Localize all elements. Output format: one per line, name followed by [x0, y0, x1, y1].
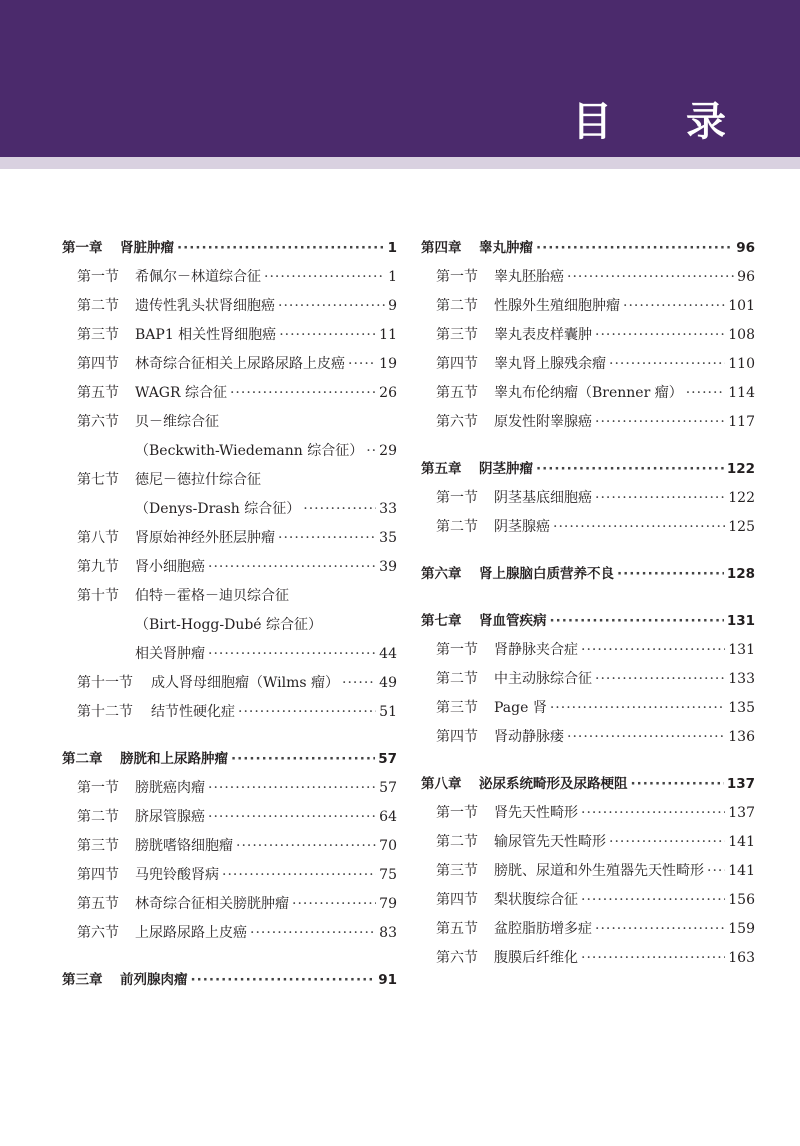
- page-number: 44: [379, 646, 397, 662]
- page-number: 9: [388, 298, 397, 314]
- toc-section-2-6[interactable]: [62, 919, 397, 948]
- header-banner: [0, 0, 800, 157]
- leader-dots: [609, 828, 725, 857]
- leader-dots: [623, 292, 725, 321]
- leader-dots: [222, 861, 376, 890]
- page-number: 114: [728, 385, 755, 401]
- page-number: 135: [728, 700, 755, 716]
- page-number: 91: [378, 972, 397, 988]
- section-title: 睾丸布伦纳瘤（Brenner 瘤）: [494, 385, 683, 401]
- toc-section-1-7-cont[interactable]: [62, 495, 397, 524]
- section-title: WAGR 综合征: [135, 385, 227, 401]
- page-number: 110: [728, 356, 755, 372]
- page-number: 49: [379, 675, 397, 691]
- section-number: 第一节: [436, 490, 478, 506]
- page-number: 117: [728, 414, 755, 430]
- toc-section-1-5[interactable]: [62, 379, 397, 408]
- section-title: Page 肾: [494, 700, 547, 716]
- section-title: 输尿管先天性畸形: [494, 834, 606, 850]
- leader-dots: [536, 455, 724, 484]
- leader-dots: [595, 321, 725, 350]
- section-number: 第五节: [436, 385, 478, 401]
- toc-chapter-7[interactable]: [421, 607, 755, 636]
- leader-dots: [686, 379, 726, 408]
- toc-section-1-8[interactable]: [62, 524, 397, 553]
- page-number: 75: [379, 867, 397, 883]
- toc-section-8-3[interactable]: [421, 857, 755, 886]
- toc-section-8-5[interactable]: [421, 915, 755, 944]
- section-title: 梨状腹综合征: [494, 892, 578, 908]
- section-title: 成人肾母细胞瘤（Wilms 瘤）: [151, 675, 340, 691]
- section-title: 中主动脉综合征: [494, 671, 592, 687]
- section-number: 第一节: [436, 642, 478, 658]
- toc-section-1-12[interactable]: [62, 698, 397, 727]
- toc-section-7-3[interactable]: [421, 694, 755, 723]
- page-number: 1: [388, 269, 397, 285]
- leader-dots: [348, 350, 376, 379]
- leader-dots: [264, 263, 385, 292]
- toc-chapter-5[interactable]: [421, 455, 755, 484]
- page-number: 39: [379, 559, 397, 575]
- leader-dots: [278, 292, 385, 321]
- chapter-number: 第六章: [421, 566, 462, 582]
- page-number: 137: [726, 776, 755, 792]
- section-number: 第三节: [436, 863, 478, 879]
- section-number: 第十一节: [77, 675, 133, 691]
- leader-dots: [366, 437, 376, 466]
- section-number: 第二节: [436, 298, 478, 314]
- page-number: 33: [379, 501, 397, 517]
- chapter-title: 睾丸肿瘤: [479, 240, 533, 256]
- header-stripe: [0, 157, 800, 169]
- page-number: 79: [379, 896, 397, 912]
- section-title: BAP1 相关性肾细胞癌: [135, 327, 277, 343]
- section-title: 阴茎基底细胞癌: [494, 490, 592, 506]
- section-title-cont: （Denys-Drash 综合征）: [135, 501, 301, 517]
- section-title: 伯特－霍格－迪贝综合征: [135, 588, 289, 604]
- leader-dots: [581, 636, 725, 665]
- section-title: 德尼－德拉什综合征: [135, 472, 261, 488]
- section-number: 第四节: [77, 356, 119, 372]
- page-number: 141: [728, 863, 755, 879]
- page-number: 131: [726, 613, 755, 629]
- toc-section-5-1[interactable]: [421, 484, 755, 513]
- leader-dots: [177, 234, 385, 263]
- toc-section-4-6[interactable]: [421, 408, 755, 437]
- leader-dots: [595, 665, 725, 694]
- toc-section-2-1[interactable]: [62, 774, 397, 803]
- leader-dots: [342, 669, 376, 698]
- toc-section-1-9[interactable]: [62, 553, 397, 582]
- toc-section-1-10[interactable]: [62, 582, 397, 611]
- toc-section-7-4[interactable]: [421, 723, 755, 752]
- leader-dots: [553, 513, 725, 542]
- chapter-number: 第七章: [421, 613, 462, 629]
- section-title: 肾静脉夹合症: [494, 642, 578, 658]
- page-number: 11: [379, 327, 397, 343]
- toc-chapter-8[interactable]: [421, 770, 755, 799]
- section-title: 贝－维综合征: [135, 414, 219, 430]
- page-number: 137: [728, 805, 755, 821]
- leader-dots: [250, 919, 376, 948]
- leader-dots: [617, 560, 724, 589]
- chapter-title: 泌尿系统畸形及尿路梗阻: [479, 776, 628, 792]
- leader-dots: [595, 408, 725, 437]
- section-number: 第三节: [436, 700, 478, 716]
- section-number: 第三节: [77, 838, 119, 854]
- leader-dots: [279, 321, 376, 350]
- toc-section-7-1[interactable]: [421, 636, 755, 665]
- chapter-number: 第八章: [421, 776, 462, 792]
- section-title: 原发性附睾腺癌: [494, 414, 592, 430]
- section-number: 第二节: [77, 298, 119, 314]
- page-number: 101: [728, 298, 755, 314]
- toc-section-1-7[interactable]: [62, 466, 397, 495]
- page-number: 64: [379, 809, 397, 825]
- page-number: 141: [728, 834, 755, 850]
- section-number: 第六节: [77, 925, 119, 941]
- toc-section-1-2[interactable]: [62, 292, 397, 321]
- section-title: 盆腔脂肪增多症: [494, 921, 592, 937]
- page-number: 96: [736, 240, 755, 256]
- toc-section-8-6[interactable]: [421, 944, 755, 973]
- section-number: 第五节: [77, 896, 119, 912]
- page-number: 83: [379, 925, 397, 941]
- leader-dots: [581, 799, 725, 828]
- leader-dots: [208, 553, 376, 582]
- page-number: 51: [379, 704, 397, 720]
- toc-left-column: [62, 234, 397, 995]
- chapter-title: 阴茎肿瘤: [479, 461, 533, 477]
- chapter-title: 肾血管疾病: [479, 613, 547, 629]
- leader-dots: [631, 770, 724, 799]
- toc-section-1-6-cont[interactable]: [62, 437, 397, 466]
- section-title: 希佩尔－林道综合征: [135, 269, 261, 285]
- section-title: 结节性硬化症: [151, 704, 235, 720]
- section-title: 性腺外生殖细胞肿瘤: [494, 298, 620, 314]
- chapter-title: 肾上腺脑白质营养不良: [479, 566, 614, 582]
- chapter-title: 肾脏肿瘤: [120, 240, 174, 256]
- leader-dots: [236, 832, 376, 861]
- leader-dots: [581, 886, 725, 915]
- toc-section-4-4[interactable]: [421, 350, 755, 379]
- section-number: 第一节: [436, 805, 478, 821]
- toc-right-column: [421, 234, 755, 973]
- page-number: 163: [728, 950, 755, 966]
- section-number: 第四节: [436, 892, 478, 908]
- section-number: 第三节: [77, 327, 119, 343]
- toc-section-5-2[interactable]: [421, 513, 755, 542]
- page-number: 57: [379, 780, 397, 796]
- toc-section-4-1[interactable]: [421, 263, 755, 292]
- section-number: 第一节: [77, 780, 119, 796]
- page-number: 128: [726, 566, 755, 582]
- leader-dots: [208, 803, 376, 832]
- page-number: 19: [379, 356, 397, 372]
- page-number: 29: [379, 443, 397, 459]
- chapter-title: 前列腺肉瘤: [120, 972, 188, 988]
- toc-chapter-2[interactable]: [62, 745, 397, 774]
- toc-section-1-10-cont[interactable]: [62, 611, 397, 640]
- toc-chapter-6[interactable]: [421, 560, 755, 589]
- leader-dots: [278, 524, 376, 553]
- chapter-number: 第一章: [62, 240, 103, 256]
- leader-dots: [208, 640, 376, 669]
- leader-dots: [707, 857, 725, 886]
- toc-section-2-2[interactable]: [62, 803, 397, 832]
- section-title-cont: 相关肾肿瘤: [135, 646, 205, 662]
- page-number: 70: [379, 838, 397, 854]
- toc-section-8-2[interactable]: [421, 828, 755, 857]
- section-title: 马兜铃酸肾病: [135, 867, 219, 883]
- page-number: 1: [387, 240, 397, 256]
- section-title: 腹膜后纤维化: [494, 950, 578, 966]
- leader-dots: [230, 379, 376, 408]
- chapter-title: 膀胱和上尿路肿瘤: [120, 751, 228, 767]
- chapter-number: 第四章: [421, 240, 462, 256]
- toc-section-1-6[interactable]: [62, 408, 397, 437]
- toc-section-4-2[interactable]: [421, 292, 755, 321]
- section-number: 第一节: [436, 269, 478, 285]
- section-title: 睾丸胚胎癌: [494, 269, 564, 285]
- toc-section-2-5[interactable]: [62, 890, 397, 919]
- section-title: 膀胱嗜铬细胞瘤: [135, 838, 233, 854]
- toc-section-7-2[interactable]: [421, 665, 755, 694]
- section-title: 遗传性乳头状肾细胞癌: [135, 298, 275, 314]
- page-number: 156: [728, 892, 755, 908]
- section-number: 第四节: [436, 356, 478, 372]
- section-number: 第一节: [77, 269, 119, 285]
- toc-section-1-1[interactable]: [62, 263, 397, 292]
- toc-section-1-4[interactable]: [62, 350, 397, 379]
- chapter-number: 第三章: [62, 972, 103, 988]
- section-number: 第二节: [436, 671, 478, 687]
- section-title: 睾丸肾上腺残余瘤: [494, 356, 606, 372]
- section-number: 第十二节: [77, 704, 133, 720]
- section-number: 第六节: [436, 414, 478, 430]
- section-number: 第四节: [436, 729, 478, 745]
- section-number: 第二节: [77, 809, 119, 825]
- page-number: 96: [737, 269, 755, 285]
- toc-section-4-5[interactable]: [421, 379, 755, 408]
- toc-section-2-3[interactable]: [62, 832, 397, 861]
- page-number: 57: [378, 751, 397, 767]
- section-number: 第六节: [436, 950, 478, 966]
- leader-dots: [303, 495, 376, 524]
- section-number: 第五节: [436, 921, 478, 937]
- toc-section-1-11[interactable]: [62, 669, 397, 698]
- section-number: 第十节: [77, 588, 119, 604]
- leader-dots: [536, 234, 733, 263]
- toc-section-1-10-cont2[interactable]: [62, 640, 397, 669]
- leader-dots: [567, 723, 725, 752]
- toc-section-8-1[interactable]: [421, 799, 755, 828]
- page-number: 35: [379, 530, 397, 546]
- section-title: 膀胱、尿道和外生殖器先天性畸形: [494, 863, 704, 879]
- toc-section-8-4[interactable]: [421, 886, 755, 915]
- section-title: 肾动静脉瘘: [494, 729, 564, 745]
- toc-chapter-4[interactable]: [421, 234, 755, 263]
- leader-dots: [292, 890, 376, 919]
- leader-dots: [609, 350, 725, 379]
- page-number: 122: [726, 461, 755, 477]
- leader-dots: [595, 484, 725, 513]
- section-title-cont: （Beckwith-Wiedemann 综合征）: [135, 443, 364, 459]
- chapter-number: 第五章: [421, 461, 462, 477]
- section-title: 林奇综合征相关膀胱肿瘤: [135, 896, 289, 912]
- section-title: 肾先天性畸形: [494, 805, 578, 821]
- section-number: 第六节: [77, 414, 119, 430]
- toc-chapter-3[interactable]: [62, 966, 397, 995]
- leader-dots: [567, 263, 734, 292]
- leader-dots: [231, 745, 375, 774]
- section-title: 脐尿管腺癌: [135, 809, 205, 825]
- page-number: 108: [728, 327, 755, 343]
- page-number: 26: [379, 385, 397, 401]
- section-title: 上尿路尿路上皮癌: [135, 925, 247, 941]
- toc-chapter-1[interactable]: [62, 234, 397, 263]
- section-number: 第三节: [436, 327, 478, 343]
- leader-dots: [595, 915, 725, 944]
- page-number: 133: [728, 671, 755, 687]
- page-number: 136: [728, 729, 755, 745]
- section-number: 第五节: [77, 385, 119, 401]
- section-number: 第二节: [436, 834, 478, 850]
- section-title: 林奇综合征相关上尿路尿路上皮癌: [135, 356, 345, 372]
- page-number: 125: [728, 519, 755, 535]
- page-number: 159: [728, 921, 755, 937]
- section-title-cont: （Birt-Hogg-Dubé 综合征）: [135, 617, 323, 633]
- chapter-number: 第二章: [62, 751, 103, 767]
- page-number: 122: [728, 490, 755, 506]
- section-title: 肾小细胞癌: [135, 559, 205, 575]
- leader-dots: [238, 698, 376, 727]
- section-number: 第八节: [77, 530, 119, 546]
- toc-section-2-4[interactable]: [62, 861, 397, 890]
- section-title: 睾丸表皮样囊肿: [494, 327, 592, 343]
- leader-dots: [550, 694, 725, 723]
- leader-dots: [208, 774, 376, 803]
- leader-dots: [191, 966, 376, 995]
- section-number: 第九节: [77, 559, 119, 575]
- leader-dots: [581, 944, 725, 973]
- section-number: 第四节: [77, 867, 119, 883]
- section-number: 第七节: [77, 472, 119, 488]
- leader-dots: [550, 607, 724, 636]
- section-number: 第二节: [436, 519, 478, 535]
- section-title: 膀胱癌肉瘤: [135, 780, 205, 796]
- toc-section-4-3[interactable]: [421, 321, 755, 350]
- page-number: 131: [728, 642, 755, 658]
- section-title: 肾原始神经外胚层肿瘤: [135, 530, 275, 546]
- toc-section-1-3[interactable]: [62, 321, 397, 350]
- page-title: 目 录: [572, 99, 756, 145]
- section-title: 阴茎腺癌: [494, 519, 550, 535]
